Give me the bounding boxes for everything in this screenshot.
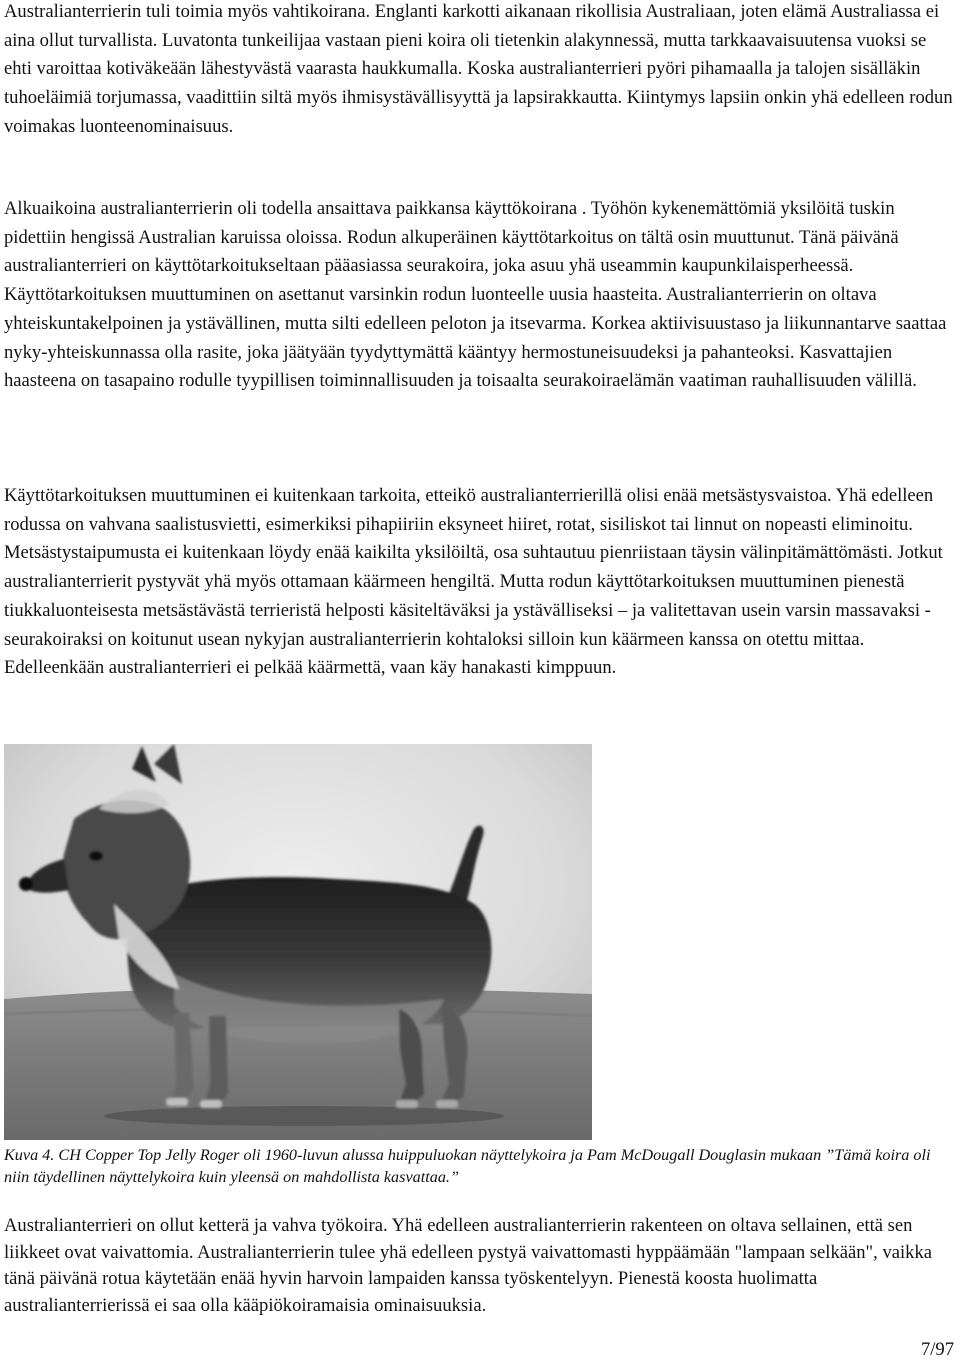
paragraph: Australianterrierin tuli toimia myös vahtikoirana. Englanti karkotti aikanaan rikollisia Australiaan, joten elämä Australiassa ei aina ollut turvallista. Luvatonta tunkeilijaa vastaan pieni koira oli tietenkin alakynnessä, mutta tarkkaavaisuutensa vuoksi se ehti varoittaa kotiväkeään lähestyvästä vaarasta haukkumalla. Koska australianterrieri pyöri pihamaalla ja talojen sisälläkin tuhoeläimiä torjumassa, vaadittiin siltä myös ihmisystävällisyyttä ja lapsirakkautta. Kiintymys lapsiin onkin yhä edelleen rodun voimakas luonteenominaisuus. <box>4 1 953 137</box>
australian-terrier-photo-illustration <box>4 744 592 1140</box>
dog-photo <box>4 744 592 1140</box>
paragraph: Australianterrieri on ollut ketterä ja vahva työkoira. Yhä edelleen australianterrierin rakenteen on oltava sellainen, että sen liikkeet ovat vaivattomia. Australianterrierin tulee yhä edelleen pystyä vaivattomasti hyppäämään "lampaan selkään", vaikka tänä päivänä rotua käytetään enää hyvin harvoin lampaiden kanssa työskentelyyn. Pienestä koosta huolimatta australianterrierissä ei saa olla kääpiökoiramaisia ominaisuuksia. <box>4 1215 933 1316</box>
figure-caption: Kuva 4. CH Copper Top Jelly Roger oli 1960-luvun alussa huippuluokan näyttelykoira ja Pam McDougall Douglasin mukaan ”Tämä koira oli niin täydellinen näyttelykoira kuin yleensä on mahdollista kasvattaa.” <box>4 1146 931 1186</box>
paragraph: Alkuaikoina australianterrierin oli todella ansaittava paikkansa käyttökoirana . Työhön kykenemättömiä yksilöitä tuskin pidettiin hengissä Australian karuissa oloissa. Rodun alkuperäinen käyttötarkoitus on tältä osin muuttunut. Tänä päivänä australianterrieri on käyttötarkoitukseltaan pääasiassa seurakoira, joka asuu yhä useammin kaupunkilaisperheessä. Käyttötarkoituksen muuttuminen on asettanut varsinkin rodun luonteelle uusia haasteita. Australianterrierin on oltava yhteiskuntakelpoinen ja ystävällinen, mutta silti edelleen peloton ja itsevarma. Korkea aktiivisuustaso ja liikunnantarve saattaa nyky-yhteiskunnassa olla rasite, joka jäätyään tyydyttymättä kääntyy hermostuneisuudeksi ja pahanteoksi. Kasvattajien haasteena on tasapaino rodulle tyypillisen toiminnallisuuden ja toisaalta seurakoiraelämän vaatiman rauhallisuuden välillä. <box>4 198 947 392</box>
paragraph: Käyttötarkoituksen muuttuminen ei kuitenkaan tarkoita, etteikö australianterrierillä olisi enää metsästysvaistoa. Yhä edelleen rodussa on vahvana saalistusvietti, esimerkiksi pihapiiriin eksyneet hiiret, rotat, sisiliskot tai linnut on nopeasti eliminoitu. Metsästystaipumusta ei kuitenkaan löydy enää kaikilta yksilöiltä, osa suhtautuu pienriistaan täysin välinpitämättömästi. Jotkut australianterrierit pystyvät yhä myös ottamaan käärmeen hengiltä. Mutta rodun käyttötarkoituksen muuttuminen pienestä tiukkaluonteisesta metsästävästä terrieristä helposti käsiteltäväksi ja ystävälliseksi – ja valitettavan usein varsin massavaksi - seurakoiraksi on koitunut usean nykyjan australianterrierin kohtaloksi silloin kun käärmeen kanssa on otettu mittaa. Edelleenkään australianterrieri ei pelkää käärmettä, vaan käy hanakasti kimppuun. <box>4 485 943 679</box>
page-number: 7/97 <box>920 1339 954 1360</box>
